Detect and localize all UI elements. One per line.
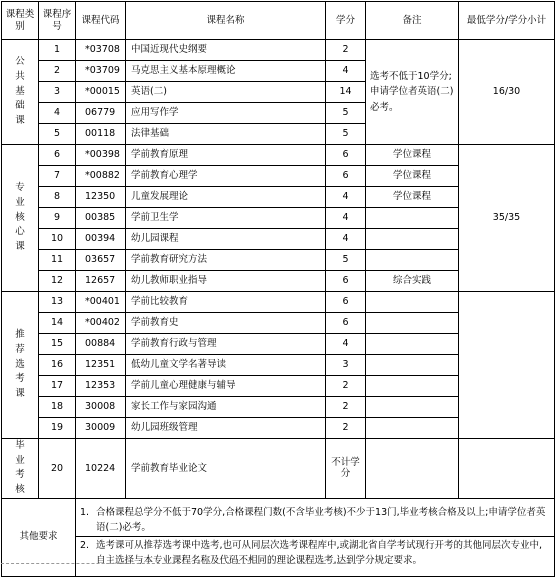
row-code: 12350 bbox=[76, 187, 126, 208]
row-name: 应用写作学 bbox=[126, 103, 326, 124]
row-credit: 2 bbox=[326, 40, 366, 61]
row-credit: 2 bbox=[326, 418, 366, 439]
row-name: 学前教育原理 bbox=[126, 145, 326, 166]
row-seq: 6 bbox=[39, 145, 76, 166]
curriculum-table bbox=[1, 1, 555, 577]
row-name: 幼儿园课程 bbox=[126, 229, 326, 250]
row-code: 00394 bbox=[76, 229, 126, 250]
row-name: 英语(二) bbox=[126, 82, 326, 103]
requirement-text: 选考课可从推荐选考课中选考,也可从同层次选考课程库中,或湖北省自学考试现行开考的其他同层次专业中,自主选择与本专业课程名称及代码不相同的理论课程选考,达到学分规定要求。 bbox=[96, 539, 543, 566]
row-remark bbox=[366, 376, 459, 397]
row-name: 学前比较教育 bbox=[126, 292, 326, 313]
header-code: 课程代码 bbox=[76, 2, 126, 40]
row-remark: 学位课程 bbox=[366, 145, 459, 166]
row-seq: 10 bbox=[39, 229, 76, 250]
row-code: 00884 bbox=[76, 334, 126, 355]
row-name: 幼儿教师职业指导 bbox=[126, 271, 326, 292]
row-seq: 11 bbox=[39, 250, 76, 271]
row-credit: 5 bbox=[326, 103, 366, 124]
table-row bbox=[2, 439, 555, 499]
row-code: *03708 bbox=[76, 40, 126, 61]
row-seq: 14 bbox=[39, 313, 76, 334]
row-code: 06779 bbox=[76, 103, 126, 124]
row-credit: 5 bbox=[326, 250, 366, 271]
row-seq: 4 bbox=[39, 103, 76, 124]
row-code: 30008 bbox=[76, 397, 126, 418]
row-seq: 15 bbox=[39, 334, 76, 355]
table-row bbox=[2, 145, 555, 166]
row-credit: 6 bbox=[326, 292, 366, 313]
row-remark bbox=[366, 355, 459, 376]
row-name: 家长工作与家园沟通 bbox=[126, 397, 326, 418]
row-code: 03657 bbox=[76, 250, 126, 271]
category-recommended bbox=[2, 292, 39, 439]
row-seq: 3 bbox=[39, 82, 76, 103]
row-name: 幼儿园班级管理 bbox=[126, 418, 326, 439]
row-remark bbox=[366, 418, 459, 439]
row-seq: 7 bbox=[39, 166, 76, 187]
header-row bbox=[2, 2, 555, 40]
row-code: *00402 bbox=[76, 313, 126, 334]
row-remark bbox=[366, 439, 459, 499]
header-min-credit: 最低学分/学分小计 bbox=[459, 2, 555, 40]
min-credit-core: 35/35 bbox=[459, 145, 555, 292]
row-credit: 4 bbox=[326, 187, 366, 208]
row-seq: 1 bbox=[39, 40, 76, 61]
row-seq: 19 bbox=[39, 418, 76, 439]
min-credit-recommended bbox=[459, 292, 555, 439]
min-credit-graduation bbox=[459, 439, 555, 499]
table-row bbox=[2, 40, 555, 61]
row-remark: 学位课程 bbox=[366, 166, 459, 187]
header-name: 课程名称 bbox=[126, 2, 326, 40]
row-remark bbox=[366, 397, 459, 418]
row-credit: 4 bbox=[326, 208, 366, 229]
row-credit: 3 bbox=[326, 355, 366, 376]
row-code: 12353 bbox=[76, 376, 126, 397]
row-name: 学前教育行政与管理 bbox=[126, 334, 326, 355]
row-code: 12351 bbox=[76, 355, 126, 376]
row-remark bbox=[366, 229, 459, 250]
category-graduation bbox=[2, 439, 39, 499]
row-name: 学前教育史 bbox=[126, 313, 326, 334]
category-label: 推 荐 选 考 课 bbox=[15, 329, 25, 400]
row-name: 学前卫生学 bbox=[126, 208, 326, 229]
row-name: 法律基础 bbox=[126, 124, 326, 145]
requirement-number: 2. bbox=[80, 539, 90, 551]
row-credit: 2 bbox=[326, 376, 366, 397]
public-remark: 选考不低于10学分;申请学位者英语(二)必考。 bbox=[366, 40, 459, 145]
row-seq: 13 bbox=[39, 292, 76, 313]
row-name: 学前教育心理学 bbox=[126, 166, 326, 187]
row-code: 30009 bbox=[76, 418, 126, 439]
category-label: 公 共 基 础 课 bbox=[15, 56, 25, 127]
row-code: 00118 bbox=[76, 124, 126, 145]
row-seq: 5 bbox=[39, 124, 76, 145]
row-remark: 学位课程 bbox=[366, 187, 459, 208]
header-category: 课程类别 bbox=[2, 2, 39, 40]
row-code: *00398 bbox=[76, 145, 126, 166]
row-name: 学前教育研究方法 bbox=[126, 250, 326, 271]
row-credit: 14 bbox=[326, 82, 366, 103]
row-name: 中国近现代史纲要 bbox=[126, 40, 326, 61]
row-name: 儿童发展理论 bbox=[126, 187, 326, 208]
min-credit-public: 16/30 bbox=[459, 40, 555, 145]
row-credit: 6 bbox=[326, 145, 366, 166]
row-seq: 16 bbox=[39, 355, 76, 376]
header-remark: 备注 bbox=[366, 2, 459, 40]
row-seq: 18 bbox=[39, 397, 76, 418]
row-code: *00401 bbox=[76, 292, 126, 313]
other-requirements-label: 其他要求 bbox=[2, 498, 76, 576]
row-name: 学前儿童心理健康与辅导 bbox=[126, 376, 326, 397]
row-remark bbox=[366, 313, 459, 334]
row-seq: 8 bbox=[39, 187, 76, 208]
row-credit: 4 bbox=[326, 61, 366, 82]
requirement-number: 1. bbox=[80, 507, 90, 519]
other-requirements-body bbox=[76, 498, 555, 576]
requirement-item bbox=[80, 506, 550, 535]
header-seq: 课程序号 bbox=[39, 2, 76, 40]
row-seq: 2 bbox=[39, 61, 76, 82]
row-code: *03709 bbox=[76, 61, 126, 82]
row-credit: 5 bbox=[326, 124, 366, 145]
category-label: 专 业 核 心 课 bbox=[15, 182, 25, 253]
category-public bbox=[2, 40, 39, 145]
row-credit: 6 bbox=[326, 271, 366, 292]
category-label: 毕 业 考 核 bbox=[15, 440, 25, 496]
row-credit: 6 bbox=[326, 313, 366, 334]
page-cut-line bbox=[1, 563, 361, 564]
row-name: 低幼儿童文学名著导读 bbox=[126, 355, 326, 376]
row-code: 10224 bbox=[76, 439, 126, 499]
row-code: *00015 bbox=[76, 82, 126, 103]
row-seq: 12 bbox=[39, 271, 76, 292]
row-credit: 4 bbox=[326, 334, 366, 355]
row-name: 学前教育毕业论文 bbox=[126, 439, 326, 499]
row-code: 12657 bbox=[76, 271, 126, 292]
row-credit: 不计学分 bbox=[326, 439, 366, 499]
row-remark bbox=[366, 334, 459, 355]
row-seq: 9 bbox=[39, 208, 76, 229]
category-core bbox=[2, 145, 39, 292]
table-row bbox=[2, 292, 555, 313]
row-credit: 6 bbox=[326, 166, 366, 187]
other-requirements-row bbox=[2, 498, 555, 576]
row-remark: 综合实践 bbox=[366, 271, 459, 292]
row-remark bbox=[366, 292, 459, 313]
row-code: *00882 bbox=[76, 166, 126, 187]
row-credit: 2 bbox=[326, 397, 366, 418]
requirement-text: 合格课程总学分不低于70学分,合格课程门数(不含毕业考核)不少于13门,毕业考核合格及以上;申请学位者英语(二)必考。 bbox=[96, 507, 546, 534]
row-seq: 20 bbox=[39, 439, 76, 499]
row-remark bbox=[366, 250, 459, 271]
row-seq: 17 bbox=[39, 376, 76, 397]
row-name: 马克思主义基本原理概论 bbox=[126, 61, 326, 82]
row-credit: 4 bbox=[326, 229, 366, 250]
row-code: 00385 bbox=[76, 208, 126, 229]
row-remark bbox=[366, 208, 459, 229]
header-credit: 学分 bbox=[326, 2, 366, 40]
